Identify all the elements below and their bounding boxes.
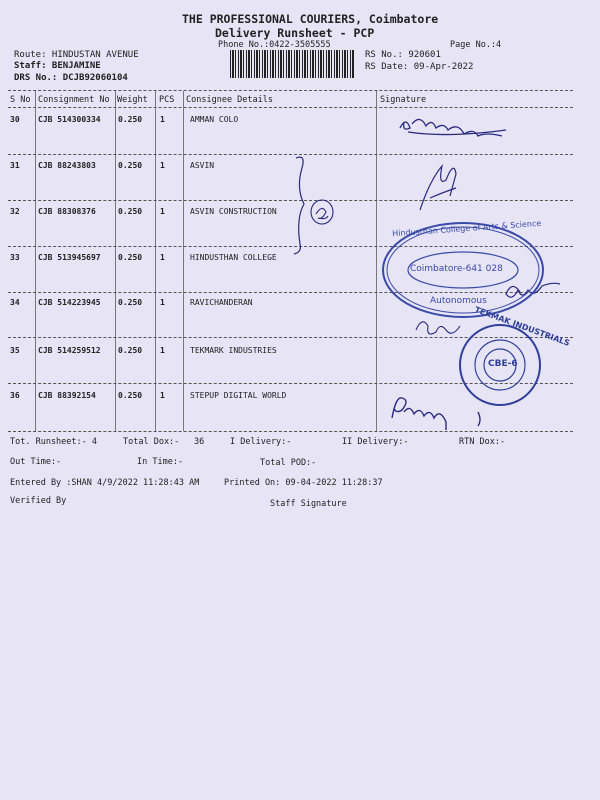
entered-by: Entered By :SHAN 4/9/2022 11:28:43 AM <box>10 478 200 488</box>
in-time: In Time:- <box>137 457 184 467</box>
row-consignment: CJB 514223945 <box>38 298 101 307</box>
header-signature: Signature <box>380 95 427 105</box>
tekmark-center: CBE-6 <box>488 359 518 369</box>
row-weight: 0.250 <box>118 207 143 216</box>
route: Route: HINDUSTAN AVENUE <box>14 50 139 60</box>
rs-number: RS No.: 920601 <box>365 50 441 60</box>
header-weight: Weight <box>117 95 148 105</box>
phone-number: Phone No.:0422-3505555 <box>218 40 331 50</box>
i-delivery: I Delivery:- <box>230 437 292 447</box>
row-sno: 34 <box>10 298 20 307</box>
row-sno: 30 <box>10 115 20 124</box>
row-weight: 0.250 <box>118 115 143 124</box>
row-pcs: 1 <box>160 346 165 355</box>
header-consignee: Consignee Details <box>186 95 273 105</box>
row-pcs: 1 <box>160 391 165 400</box>
tot-runsheet: Tot. Runsheet:- 4 <box>10 437 97 447</box>
company-name: THE PROFESSIONAL COURIERS, Coimbatore <box>182 12 439 26</box>
row-weight: 0.250 <box>118 391 143 400</box>
brace-mark <box>294 157 304 254</box>
printed-on: Printed On: 09-04-2022 11:28:37 <box>224 478 383 488</box>
row-consignee: HINDUSTHAN COLLEGE <box>190 253 277 262</box>
row-pcs: 1 <box>160 253 165 262</box>
row-consignment: CJB 514300334 <box>38 115 101 124</box>
row-sno: 32 <box>10 207 20 216</box>
stamp-college-city: Coimbatore-641 028 <box>410 264 503 274</box>
stamp-autonomous: Autonomous <box>430 296 487 306</box>
staff-signature-label: Staff Signature <box>270 499 347 509</box>
row-consignee: ASVIN CONSTRUCTION <box>190 207 277 216</box>
total-pod: Total POD:- <box>260 458 317 468</box>
row-sno: 31 <box>10 161 20 170</box>
stamp-college-name: Hindusthan College of Arts & Science <box>391 218 542 239</box>
row-sno: 36 <box>10 391 20 400</box>
row-consignee: STEPUP DIGITAL WORLD <box>190 391 287 400</box>
row-weight: 0.250 <box>118 346 143 355</box>
row-sno: 35 <box>10 346 20 355</box>
verified-by: Verified By <box>10 496 67 506</box>
row-consignment: CJB 88243803 <box>38 161 96 170</box>
signature-row31 <box>420 166 456 210</box>
circled-mark <box>311 200 333 224</box>
row-pcs: 1 <box>160 115 165 124</box>
rs-date: RS Date: 09-Apr-2022 <box>365 62 474 72</box>
total-dox-value: 36 <box>194 437 205 447</box>
row-weight: 0.250 <box>118 298 143 307</box>
row-sno: 33 <box>10 253 20 262</box>
out-time: Out Time:- <box>10 457 62 467</box>
staff-name: Staff: BENJAMINE <box>14 61 101 71</box>
header-pcs: PCS <box>159 95 175 105</box>
row-consignee: ASVIN <box>190 161 215 170</box>
row-pcs: 1 <box>160 298 165 307</box>
row-consignment: CJB 513945697 <box>38 253 101 262</box>
row-consignment: CJB 88308376 <box>38 207 96 216</box>
runsheet-title: Delivery Runsheet - PCP <box>215 26 375 40</box>
row-consignment: CJB 88392154 <box>38 391 96 400</box>
ii-delivery: II Delivery:- <box>342 437 409 447</box>
signature-row30 <box>400 119 506 136</box>
row-pcs: 1 <box>160 161 165 170</box>
drs-number: DRS No.: DCJB92060104 <box>14 73 128 83</box>
row-consignee: TEKMARK INDUSTRIES <box>190 346 277 355</box>
row-pcs: 1 <box>160 207 165 216</box>
tekmark-name: TEKMAK INDUSTRIALS <box>473 305 571 348</box>
row-consignment: CJB 514259512 <box>38 346 101 355</box>
row-weight: 0.250 <box>118 161 143 170</box>
rtn-dox: RTN Dox:- <box>459 437 506 447</box>
total-dox-label: Total Dox:- <box>123 437 180 447</box>
header-consignment: Consignment No <box>38 95 110 105</box>
row-consignee: AMMAN COLO <box>190 115 239 124</box>
page-number: Page No.:4 <box>450 40 502 50</box>
row-weight: 0.250 <box>118 253 143 262</box>
header-sno: S No <box>10 95 31 105</box>
row-consignee: RAVICHANDERAN <box>190 298 253 307</box>
